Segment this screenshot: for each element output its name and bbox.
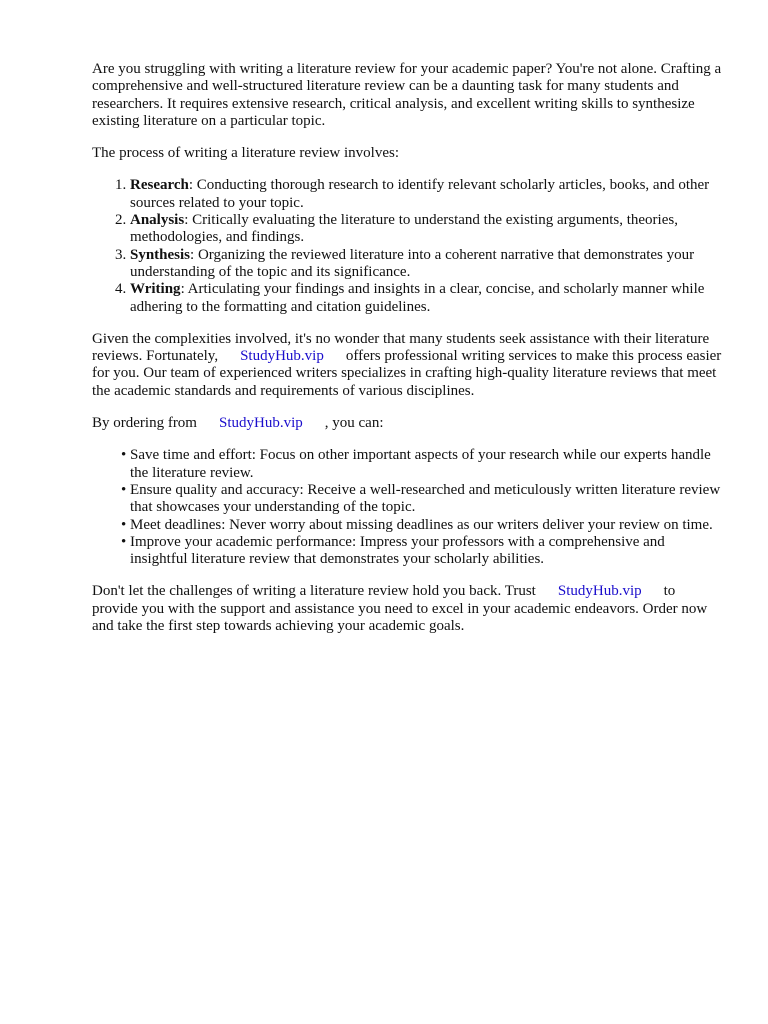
benefits-list xyxy=(92,447,722,568)
process-step-writing xyxy=(130,281,722,316)
benefit-text: Ensure quality and accuracy: Receive a well-researched and meticulously written literature review that showcases your understanding of the topic. xyxy=(130,481,721,516)
benefit-item xyxy=(121,533,722,569)
assist-text-before: Given the complexities involved, it's no wonder that many students seek assistance with their literature reviews. Fortunately, xyxy=(92,330,710,365)
document-page xyxy=(92,61,722,650)
ordering-paragraph xyxy=(92,415,722,432)
closing-text-after: to provide you with the support and assistance you need to excel in your academic endeavors. Order now and take the first step towards achieving your academic goals. xyxy=(92,583,708,635)
studyhub-link[interactable]: StudyHub.vip xyxy=(240,348,324,365)
process-step-research xyxy=(130,177,722,212)
process-step-synthesis xyxy=(130,247,722,282)
step-term: Writing xyxy=(130,281,181,298)
bullet-icon: • xyxy=(121,516,127,533)
step-text: : Conducting thorough research to identify relevant scholarly articles, books, and other sources related to your topic. xyxy=(130,177,710,211)
benefit-item xyxy=(121,516,722,534)
benefit-item xyxy=(121,447,722,482)
ordering-text-before: By ordering from xyxy=(92,415,197,432)
process-lead: The process of writing a literature review involves: xyxy=(92,145,399,162)
process-steps-list xyxy=(92,177,722,315)
studyhub-link[interactable]: StudyHub.vip xyxy=(218,415,303,432)
step-term: Analysis xyxy=(130,212,185,229)
step-term: Research xyxy=(130,177,189,194)
intro-paragraph: Are you struggling with writing a literature review for your academic paper? You're not alone. Crafting a comprehensive and well-structured literature review can be a daunting task for many students and researchers. It requires extensive research, critical analysis, and excellent writing skills to synthesize existing literature on a particular topic. xyxy=(92,61,722,129)
bullet-icon: • xyxy=(121,447,127,464)
step-text: : Organizing the reviewed literature into a coherent narrative that demonstrates your understanding of the topic and its significance. xyxy=(130,246,695,280)
bullet-icon: • xyxy=(121,533,127,550)
step-text: : Articulating your findings and insights in a clear, concise, and scholarly manner while adhering to the formatting and citation guidelines. xyxy=(130,281,705,315)
closing-text-before: Don't let the challenges of writing a literature review hold you back. Trust xyxy=(92,583,536,600)
process-step-analysis xyxy=(130,212,722,247)
benefit-text: Save time and effort: Focus on other important aspects of your research while our experts handle the literature review. xyxy=(130,447,711,481)
assist-paragraph xyxy=(92,331,722,400)
benefit-text: Improve your academic performance: Impress your professors with a comprehensive and insightful literature review that demonstrates your scholarly abilities. xyxy=(130,533,665,568)
step-term: Synthesis xyxy=(130,246,191,263)
studyhub-link[interactable]: StudyHub.vip xyxy=(557,583,642,600)
benefit-item xyxy=(121,481,722,517)
assist-text-after: offers professional writing services to make this process easier for you. Our team of experienced writers specializes in crafting high-quality literature reviews that meet the academic standards and requirements of various disciplines. xyxy=(92,348,722,399)
closing-paragraph xyxy=(92,583,722,635)
ordering-text-after: , you can: xyxy=(324,415,384,432)
bullet-icon: • xyxy=(121,481,127,498)
step-text: : Critically evaluating the literature to understand the existing arguments, theories, methodologies, and findings. xyxy=(130,212,678,246)
benefit-text: Meet deadlines: Never worry about missing deadlines as our writers deliver your review on time. xyxy=(130,516,713,533)
